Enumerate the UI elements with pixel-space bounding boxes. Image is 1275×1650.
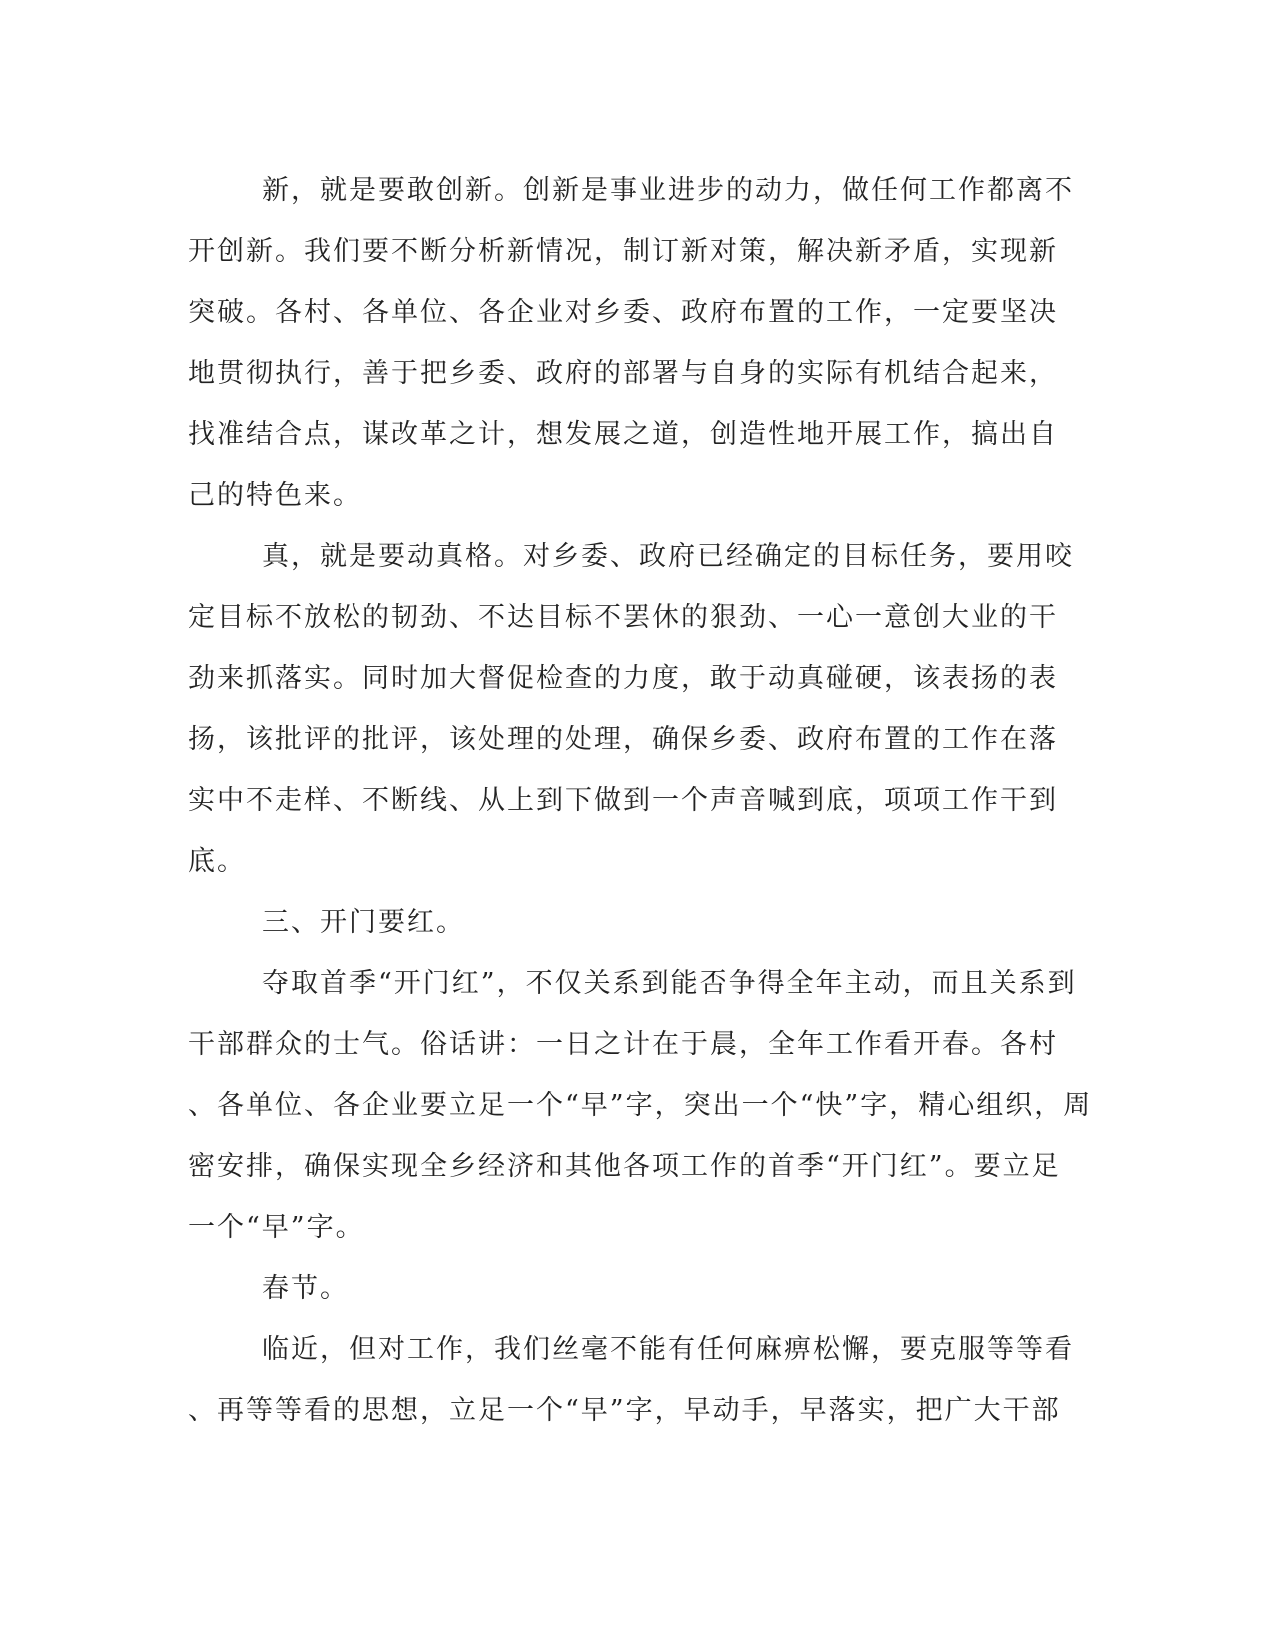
text-line: 真，就是要动真格。对乡委、政府已经确定的目标任务，要用咬 <box>262 541 1074 572</box>
text-line: 地贯彻执行，善于把乡委、政府的部署与自身的实际有机结合起来， <box>188 358 1058 389</box>
text-line: 找准结合点，谋改革之计，想发展之道，创造性地开展工作，搞出自 <box>188 419 1058 450</box>
section-heading: 三、开门要红。 <box>262 907 465 938</box>
text-line: 密安排，确保实现全乡经济和其他各项工作的首季“开门红”。要立足 <box>188 1151 1061 1182</box>
text-line: 临近，但对工作，我们丝毫不能有任何麻痹松懈，要克服等等看 <box>262 1334 1074 1365</box>
text-line: 新，就是要敢创新。创新是事业进步的动力，做任何工作都离不 <box>262 175 1074 206</box>
document-body <box>188 160 1093 1441</box>
text-line: 干部群众的士气。俗话讲：一日之计在于晨，全年工作看开春。各村 <box>188 1029 1058 1060</box>
text-line: 一个“早”字。 <box>188 1212 365 1243</box>
text-line: 开创新。我们要不断分析新情况，制订新对策，解决新矛盾，实现新 <box>188 236 1058 267</box>
text-line: 、各单位、各企业要立足一个“早”字，突出一个“快”字，精心组织，周 <box>188 1090 1093 1121</box>
text-line: 定目标不放松的韧劲、不达目标不罢休的狠劲、一心一意创大业的干 <box>188 602 1058 633</box>
text-line: 底。 <box>188 846 246 877</box>
text-line: 、再等等看的思想，立足一个“早”字，早动手，早落实，把广大干部 <box>188 1395 1061 1426</box>
text-line: 实中不走样、不断线、从上到下做到一个声音喊到底，项项工作干到 <box>188 785 1058 816</box>
text-line: 夺取首季“开门红”，不仅关系到能否争得全年主动，而且关系到 <box>262 968 1077 999</box>
text-line: 扬，该批评的批评，该处理的处理，确保乡委、政府布置的工作在落 <box>188 724 1058 755</box>
text-line: 己的特色来。 <box>188 480 362 511</box>
text-line: 春节。 <box>262 1273 349 1304</box>
text-line: 劲来抓落实。同时加大督促检查的力度，敢于动真碰硬，该表扬的表 <box>188 663 1058 694</box>
text-line: 突破。各村、各单位、各企业对乡委、政府布置的工作，一定要坚决 <box>188 297 1058 328</box>
